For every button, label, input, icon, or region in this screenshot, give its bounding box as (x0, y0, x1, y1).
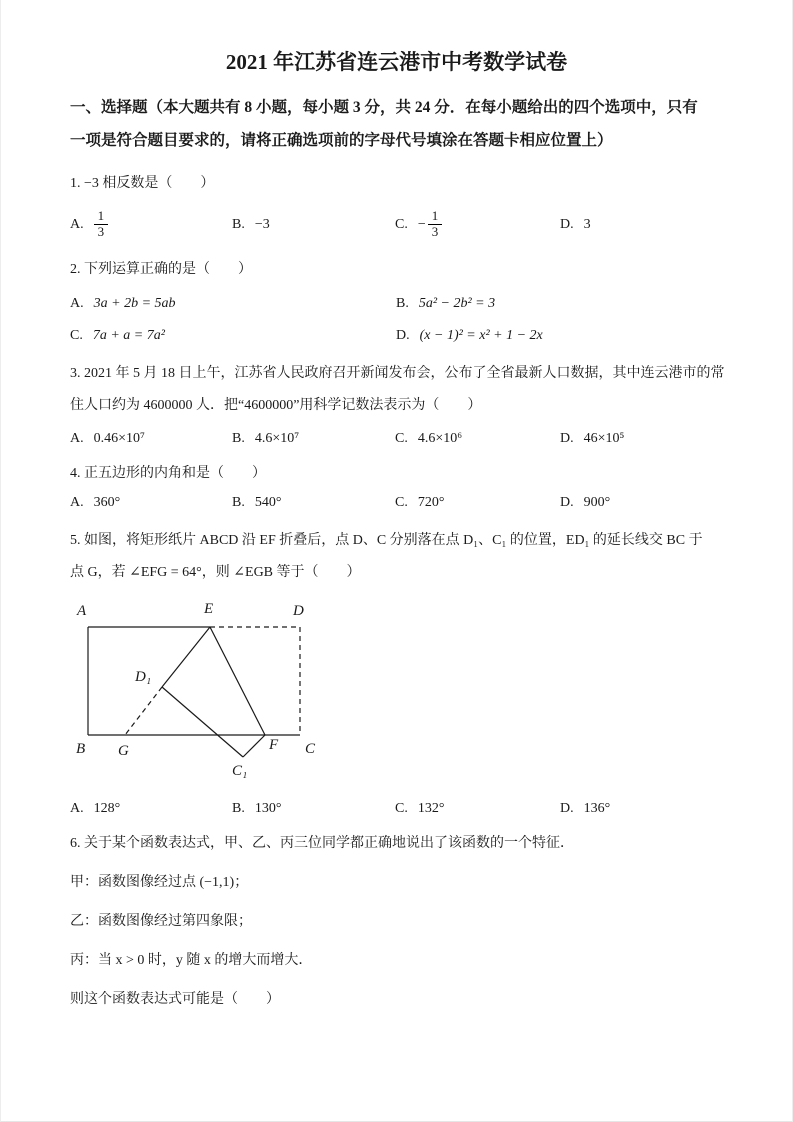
q4-option-c: C. 720° (395, 494, 445, 510)
figure-fold-line-EF (210, 627, 265, 735)
q6-stem: 6. 关于某个函数表达式，甲、乙、丙三位同学都正确地说出了该函数的一个特征． (70, 835, 574, 851)
q1-option-a: A. $\frac{1}{3}$ (70, 209, 232, 240)
q5-figure (75, 597, 325, 787)
section-header (70, 92, 723, 157)
page-title: 2021 年江苏省连云港市中考数学试卷 (225, 50, 568, 74)
figure-label-D1: D₁ (135, 668, 152, 685)
q4-options (70, 495, 723, 511)
figure-segment-D1G-dashed (125, 687, 162, 735)
q1-options (70, 207, 723, 243)
q3-stem-line2: 住人口约为 4600000 人．把“4600000”用科学记数法表示为（ ） (70, 397, 482, 413)
q5-option-a: A. 128° (70, 800, 121, 816)
section-header-line2: 一项是符合题目要求的，请将正确选项前的字母代号填涂在答题卡相应位置上） (70, 131, 613, 149)
figure-segment-ED1 (162, 627, 210, 687)
q3-stem (70, 358, 723, 422)
q1-option-b: B. −3 (232, 216, 270, 232)
q2-option-a: A. 3a + 2b = 5ab (70, 295, 176, 311)
fraction-one-third: $\frac{1}{3}$ (94, 209, 109, 240)
q3-stem-line1: 3. 2021 年 5 月 18 日上午，江苏省人民政府召开新闻发布会，公布了全省最新人口数据，其中连云港市的常 (70, 365, 725, 381)
figure-label-G: G (118, 742, 129, 759)
q3-option-b: B. 4.6×10⁷ (232, 430, 300, 446)
q1-option-c: C. − $\frac{1}{3}$ (395, 209, 560, 240)
q6-statement-yi: 乙：函数图像经过第四象限； (70, 914, 252, 929)
q6-statement-jia: 甲：函数图像经过点 (−1,1)； (70, 874, 249, 890)
section-header-line1: 一、选择题（本大题共有 8 小题，每小题 3 分，共 24 分．在每小题给出的四个选项中，只有 (70, 99, 698, 117)
q5-stem-line1: 5. 如图，将矩形纸片 ABCD 沿 EF 折叠后，点 D、C 分别落在点 D₁、C₁ 的位置，ED₁ 的延长线交 BC 于 (70, 532, 703, 548)
q3-options (70, 431, 723, 447)
figure-label-C: C (305, 740, 316, 757)
fraction-neg-one-third: $\frac{1}{3}$ (428, 209, 443, 240)
q5-stem (70, 525, 723, 589)
q5-option-b: B. 130° (232, 800, 282, 816)
figure-label-C1: C₁ (232, 762, 248, 779)
figure-label-D: D (293, 602, 304, 619)
q5-option-c: C. 132° (395, 800, 445, 816)
q3-option-c: C. 4.6×10⁶ (395, 430, 463, 446)
figure-label-B: B (76, 740, 86, 757)
q4-option-a: A. 360° (70, 494, 121, 510)
q2-option-c: C. 7a + a = 7a² (70, 327, 165, 343)
q5-stem-line2: 点 G，若 ∠EFG = 64°，则 ∠EGB 等于（ ） (70, 564, 361, 580)
q2-option-d: D. (x − 1)² = x² + 1 − 2x (396, 327, 543, 343)
q6-closing-line: 则这个函数表达式可能是（ ） (70, 992, 280, 1008)
q3-option-a: A. 0.46×10⁷ (70, 430, 145, 446)
q6-statement-bing: 丙：当 x > 0 时，y 随 x 的增大而增大． (70, 953, 313, 969)
figure-segment-FC1 (243, 735, 265, 757)
q2-option-b: B. 5a² − 2b² = 3 (396, 295, 496, 311)
figure-label-E: E (204, 600, 214, 617)
q5-options (70, 801, 723, 817)
q4-stem: 4. 正五边形的内角和是（ ） (70, 465, 266, 481)
figure-label-F: F (269, 736, 279, 753)
q5-figure-container (75, 597, 723, 792)
q5-option-d: D. 136° (560, 800, 611, 816)
figure-segment-D1C1 (162, 687, 243, 757)
q1-stem: 1. −3 相反数是（ ） (70, 176, 215, 192)
q4-option-d: D. 900° (560, 494, 611, 510)
q2-stem: 2. 下列运算正确的是（ ） (70, 261, 252, 277)
q2-options (70, 296, 723, 344)
q1-option-d: D. 3 (560, 216, 591, 232)
q3-option-d: D. 46×10⁵ (560, 430, 625, 446)
q4-option-b: B. 540° (232, 494, 282, 510)
figure-label-A: A (77, 602, 87, 619)
